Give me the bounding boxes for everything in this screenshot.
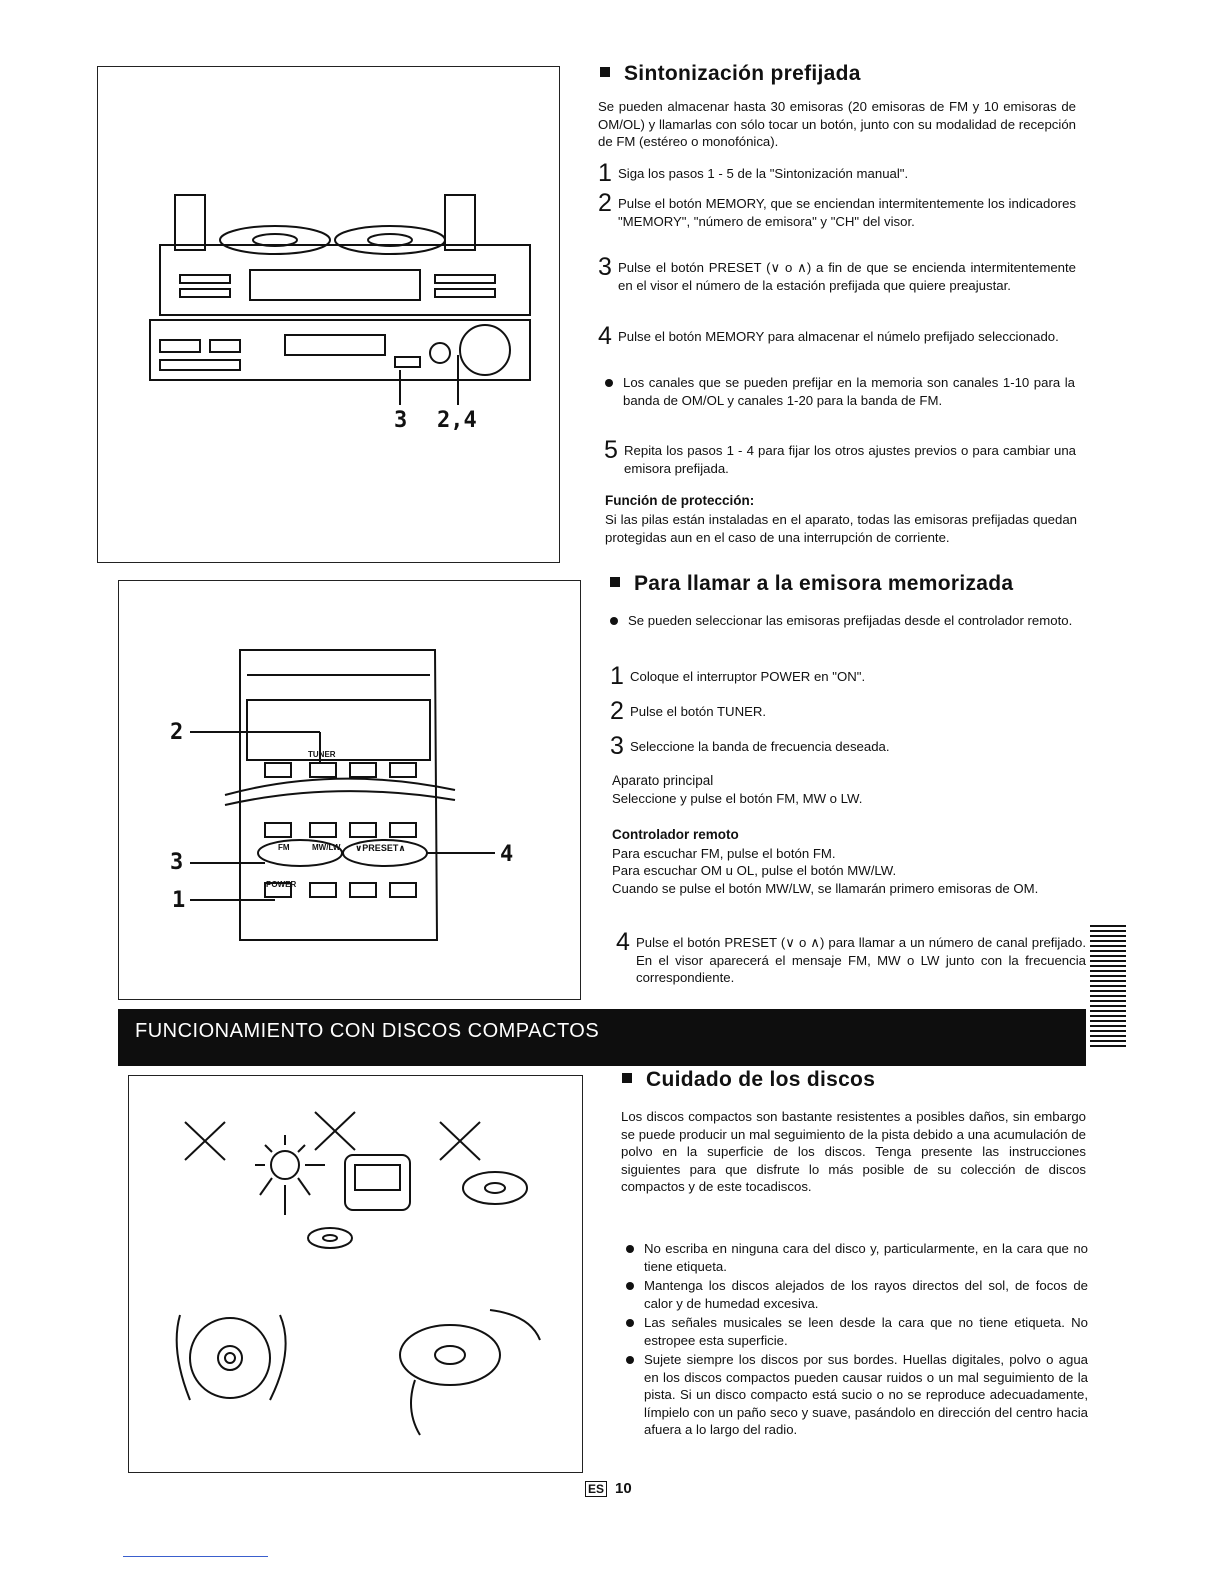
step-number: 2: [598, 189, 612, 217]
banner-title: FUNCIONAMIENTO CON DISCOS COMPACTOS: [135, 1020, 600, 1042]
step-number: 4: [616, 928, 630, 956]
bullet-dot-icon: [610, 617, 618, 625]
llamar-bullet: Se pueden seleccionar las emisoras prefijadas desde el controlador remoto.: [610, 612, 1078, 630]
sintonizacion-step-1: 1 Siga los pasos 1 - 5 de la "Sintonización manual".: [598, 159, 909, 187]
bullet-dot-icon: [605, 379, 613, 387]
control-line-1: Para escuchar FM, pulse el botón FM.: [612, 846, 836, 861]
sintonizacion-step-4: 4 Pulse el botón MEMORY para almacenar el númelo prefijado seleccionado.: [598, 322, 1059, 350]
section-title-llamar: Para llamar a la emisora memorizada: [610, 572, 1013, 596]
bullet-dot-icon: [626, 1245, 634, 1253]
remote-label-tuner: TUNER: [308, 750, 336, 759]
bullet-dot-icon: [626, 1319, 634, 1327]
callout-2-4: 2,4: [437, 408, 477, 433]
llamar-step-4: 4 Pulse el botón PRESET (∨ o ∧) para llamar a un número de canal prefijado. En el visor aparecerá el mensaje FM, MW o LW junto con la frecuencia correspondiente.: [616, 928, 1086, 985]
sintonizacion-step-2: 2 Pulse el botón MEMORY, que se enciendan intermitentemente los indicadores "MEMORY", "número de emisora" y "CH" del visor.: [598, 189, 1076, 229]
callout-remote-1: 1: [172, 888, 186, 913]
remote-label-preset: ∨PRESET∧: [355, 843, 406, 853]
sintonizacion-bullet: Los canales que se pueden prefijar en la memoria son canales 1-10 para la banda de OM/OL y canales 1-20 para la banda de FM.: [605, 374, 1075, 409]
cuidado-intro: Los discos compactos son bastante resistentes a posibles daños, sin embargo se puede producir un mal seguimiento de la pista debido a una acumulación de polvo en la superficie de los discos. Tenga presente las instrucciones siguientes para que disfrute lo más posible de su colección de discos compactos y de este tocadiscos.: [621, 1109, 1086, 1194]
cuidado-bullet-2: Mantenga los discos alejados de los rayos directos del sol, de focos de calor y de humedad excesiva.: [626, 1277, 1088, 1312]
proteccion-title: Función de protección:: [605, 493, 755, 508]
section-title-cuidado: Cuidado de los discos: [622, 1068, 875, 1092]
disc-care-illustration: [150, 1100, 570, 1450]
step-number: 5: [604, 436, 618, 464]
llamar-step-2: 2 Pulse el botón TUNER.: [610, 697, 767, 725]
callout-remote-2: 2: [170, 720, 184, 745]
step-number: 4: [598, 322, 612, 350]
bullet-dot-icon: [626, 1282, 634, 1290]
language-badge: ES: [585, 1481, 607, 1497]
step-number: 3: [598, 253, 612, 281]
bullet-square-icon: [600, 67, 610, 77]
llamar-step-3: 3 Seleccione la banda de frecuencia deseada.: [610, 732, 890, 760]
control-line-2: Para escuchar OM u OL, pulse el botón MW/LW.: [612, 863, 897, 878]
remote-label-fm: FM: [278, 843, 290, 852]
sintonizacion-step-3: 3 Pulse el botón PRESET (∨ o ∧) a fin de que se encienda intermitentemente en el visor el número de la estación prefijada que quiere preajustar.: [598, 253, 1076, 293]
step-number: 2: [610, 697, 624, 725]
remote-control-illustration: [185, 645, 505, 945]
bullet-square-icon: [610, 577, 620, 587]
step-number: 3: [610, 732, 624, 760]
cuidado-bullet-4: Sujete siempre los discos por sus bordes. Huellas digitales, polvo o agua en los discos compactos pueden causar ruidos o un mal seguimiento de la pista. Si un disco compacto está sucio o no se reproduce adecuadamente, límpielo con un paño seco y suave, pasándolo en dirección del centro hacia afuera a lo largo del radio.: [626, 1351, 1088, 1439]
footer-rule: [123, 1556, 268, 1557]
aparato-text: Seleccione y pulse el botón FM, MW o LW.: [612, 791, 863, 806]
control-line-3: Cuando se pulse el botón MW/LW, se llamarán primero emisoras de OM.: [612, 881, 1039, 896]
cuidado-bullet-1: No escriba en ninguna cara del disco y, particularmente, en la cara que no tiene etiqueta.: [626, 1240, 1088, 1275]
page-number: ES 10: [585, 1480, 632, 1497]
control-title: Controlador remoto: [612, 827, 739, 842]
sintonizacion-intro: Se pueden almacenar hasta 30 emisoras (20 emisoras de FM y 10 emisoras de OM/OL) y llamarlas con sólo tocar un botón, junto con su modalidad de recepción de FM (estéreo o monofónica).: [598, 99, 1076, 149]
main-unit-illustration: [140, 185, 540, 405]
remote-label-mwlw: MW/LW: [312, 843, 341, 852]
callout-remote-3: 3: [170, 850, 184, 875]
step-number: 1: [598, 159, 612, 187]
step-number: 1: [610, 662, 624, 690]
callout-3: 3: [394, 408, 408, 433]
callout-remote-4: 4: [500, 842, 514, 867]
section-title-sintonizacion: Sintonización prefijada: [600, 62, 861, 86]
cuidado-bullet-3: Las señales musicales se leen desde la cara que no tiene etiqueta. No estropee esta superficie.: [626, 1314, 1088, 1349]
llamar-step-1: 1 Coloque el interruptor POWER en "ON".: [610, 662, 866, 690]
edge-tab-marker: [1090, 925, 1126, 1050]
bullet-square-icon: [622, 1073, 632, 1083]
bullet-dot-icon: [626, 1356, 634, 1364]
aparato-title: Aparato principal: [612, 773, 714, 788]
sintonizacion-step-5: 5 Repita los pasos 1 - 4 para fijar los otros ajustes previos o para cambiar una emisora prefijada.: [604, 436, 1076, 476]
proteccion-text: Si las pilas están instaladas en el aparato, todas las emisoras prefijadas quedan protegidas aun en el caso de una interrupción de corriente.: [605, 512, 1077, 545]
remote-label-power: POWER: [266, 880, 297, 889]
